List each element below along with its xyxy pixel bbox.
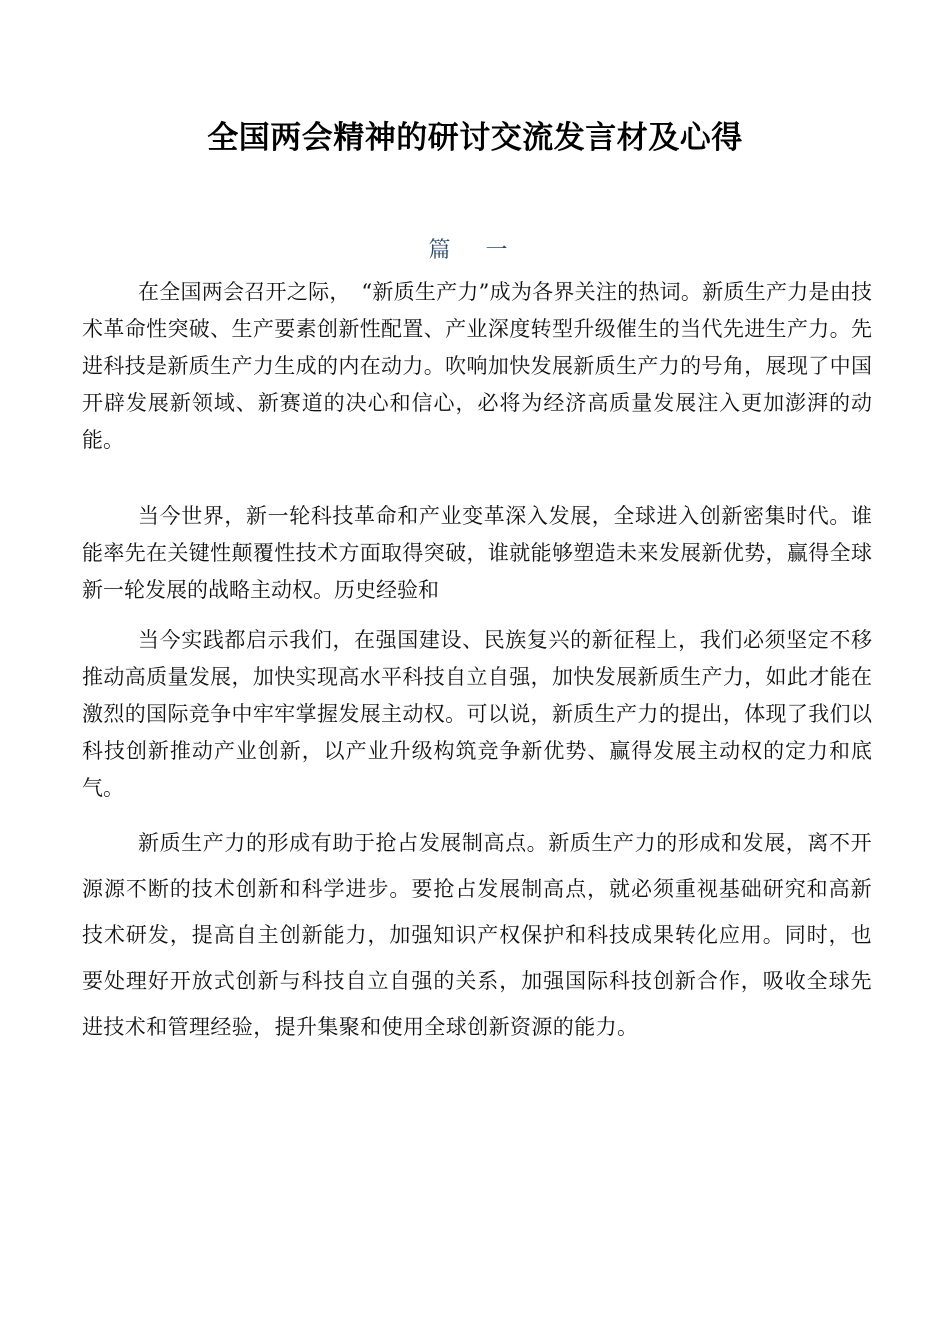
document-title: 全国两会精神的研讨交流发言材及心得 [207,120,743,156]
paragraph-1: 在全国两会召开之际， “新质生产力”成为各界关注的热词。新质生产力是由技术革命性突破、生产要素创新性配置、产业深度转型升级催生的当代先进生产力。先进科技是新质生产力生成的内在动力。吹响加快发展新质生产力的号角，展现了中国开辟发展新领域、新赛道的决心和信心，必将为经济高质量发展注入更加澎湃的动能。 [82,280,872,452]
paragraph-2: 当今世界，新一轮科技革命和产业变革深入发展，全球进入创新密集时代。谁能率先在关键性颠覆性技术方面取得突破，谁就能够塑造未来发展新优势，赢得全球新一轮发展的战略主动权。历史经验和 [82,504,872,602]
section-heading: 篇 一 [428,238,522,263]
paragraph-3: 当今实践都启示我们，在强国建设、民族复兴的新征程上，我们必须坚定不移推动高质量发展，加快实现高水平科技自立自强，加快发展新质生产力，如此才能在激烈的国际竞争中牢牢掌握发展主动权。可以说，新质生产力的提出，体现了我们以科技创新推动产业创新，以产业升级构筑竞争新优势、赢得发展主动权的定力和底气。 [82,628,872,800]
paragraph-4: 新质生产力的形成有助于抢占发展制高点。新质生产力的形成和发展，离不开源源不断的技术创新和科学进步。要抢占发展制高点，就必须重视基础研究和高新技术研发，提高自主创新能力，加强知识产权保护和科技成果转化应用。同时，也要处理好开放式创新与科技自立自强的关系，加强国际科技创新合作，吸收全球先进技术和管理经验，提升集聚和使用全球创新资源的能力。 [82,831,872,1039]
